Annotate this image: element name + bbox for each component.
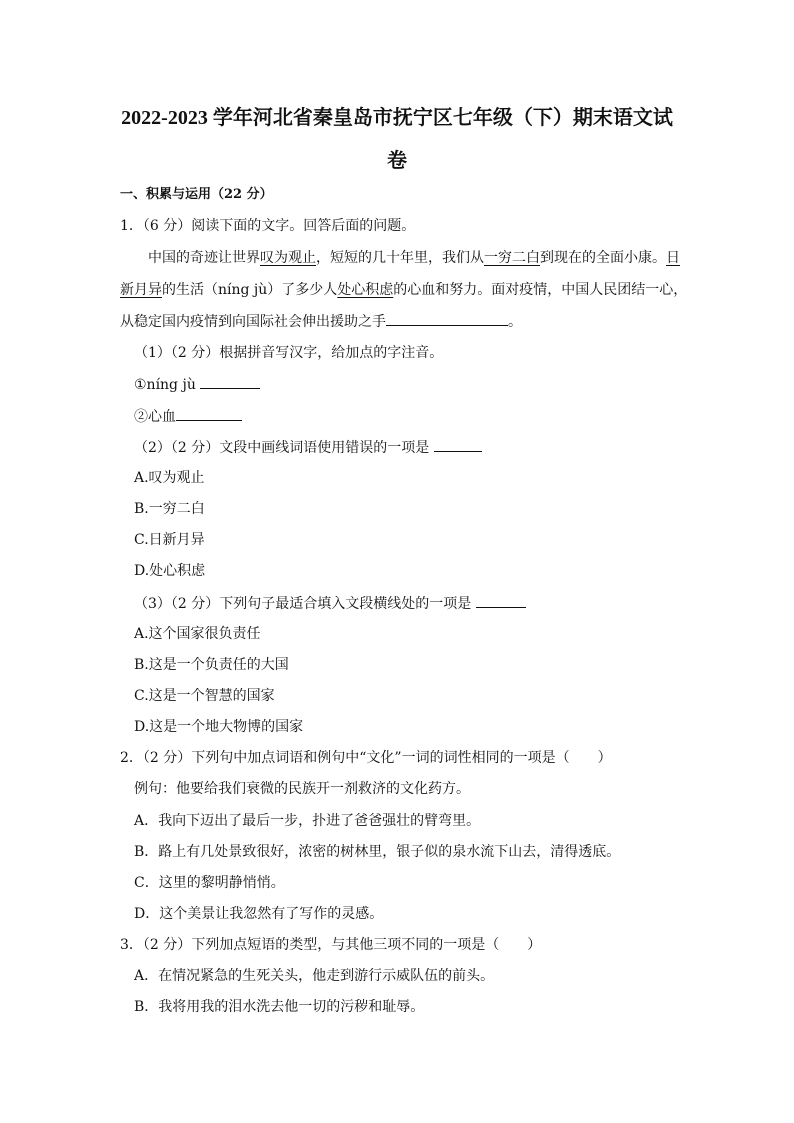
passage-text: 从稳定国内疫情到向国际社会伸出援助之手 <box>120 314 386 330</box>
passage-text: 的心血和努力。面对疫情，中国人民团结一心， <box>393 282 688 298</box>
option-a: A．在情况紧急的生死关头，他走到游行示威队伍的前头。 <box>134 968 495 984</box>
option-a: A．我向下迈出了最后一步，扑进了爸爸强壮的臂弯里。 <box>134 813 481 829</box>
answer-blank[interactable] <box>476 594 526 608</box>
answer-blank[interactable] <box>434 438 482 452</box>
passage-text: 到现在的全面小康。 <box>540 250 666 266</box>
question-1-stem: 1．（6 分）阅读下面的文字。回答后面的问题。 <box>120 218 416 234</box>
question-2-stem: 2．（2 分）下列句中加点词语和例句中“文化”一词的词性相同的一项是（ ） <box>120 750 612 766</box>
passage-text: 中国的奇迹让世界 <box>148 250 260 266</box>
passage-line-1 <box>148 249 680 267</box>
answer-blank[interactable] <box>200 375 260 389</box>
passage-text: ，短短的几十年里，我们从 <box>316 250 484 266</box>
passage-line-2 <box>120 281 687 299</box>
option-a: A.叹为观止 <box>134 470 205 486</box>
option-c: C.日新月异 <box>134 532 205 548</box>
option-d: D．这个美景让我忽然有了写作的灵感。 <box>134 906 384 922</box>
option-b: B．我将用我的泪水洗去他一切的污秽和耻辱。 <box>134 999 425 1015</box>
option-a: A.这个国家很负责任 <box>134 626 261 642</box>
item-label: ①níng jù <box>134 377 196 393</box>
subquestion-2-stem <box>134 438 482 457</box>
subquestion-3-stem <box>134 594 526 613</box>
option-b: B.一穷二白 <box>134 501 205 517</box>
document-title-line-1: 2022-2023 学年河北省秦皇岛市抚宁区七年级（下）期末语文试 <box>121 107 673 129</box>
passage-line-3 <box>120 312 522 331</box>
option-c: C.这是一个智慧的国家 <box>134 688 275 704</box>
underlined-phrase: 新月异 <box>120 282 162 298</box>
option-d: D.处心积虑 <box>134 563 206 579</box>
answer-blank[interactable] <box>386 312 508 326</box>
underlined-phrase: 一穷二白 <box>484 250 540 266</box>
question-3-stem: 3．（2 分）下列加点短语的类型，与其他三项不同的一项是（ ） <box>120 937 542 953</box>
stem-text: （3）（2 分）下列句子最适合填入文段横线处的一项是 <box>134 596 472 612</box>
option-b: B．路上有几处景致很好，浓密的树林里，银子似的泉水流下山去，清得透底。 <box>134 844 621 860</box>
subquestion-1-item-1 <box>134 375 260 394</box>
item-label: ②心血 <box>134 409 176 425</box>
answer-blank[interactable] <box>176 407 242 421</box>
passage-text: 的生活（níng jù）了多少人 <box>162 282 338 298</box>
option-c: C．这里的黎明静悄悄。 <box>134 875 285 891</box>
stem-text: （2）（2 分）文段中画线词语使用错误的一项是 <box>134 440 430 456</box>
subquestion-1-item-2 <box>134 407 242 426</box>
document-title-line-2: 卷 <box>387 150 407 172</box>
option-d: D.这是一个地大物博的国家 <box>134 719 304 735</box>
section-heading: 一、积累与运用（22 分） <box>120 187 273 202</box>
underlined-phrase: 日 <box>666 250 680 266</box>
underlined-phrase: 叹为观止 <box>260 250 316 266</box>
example-sentence: 例句：他要给我们衰微的民族开一剂救济的文化药方。 <box>134 781 470 797</box>
subquestion-1-stem: （1）（2 分）根据拼音写汉字，给加点的字注音。 <box>134 345 444 361</box>
option-b: B.这是一个负责任的大国 <box>134 657 289 673</box>
underlined-phrase: 处心积虑 <box>337 282 394 298</box>
passage-text: 。 <box>508 314 522 330</box>
